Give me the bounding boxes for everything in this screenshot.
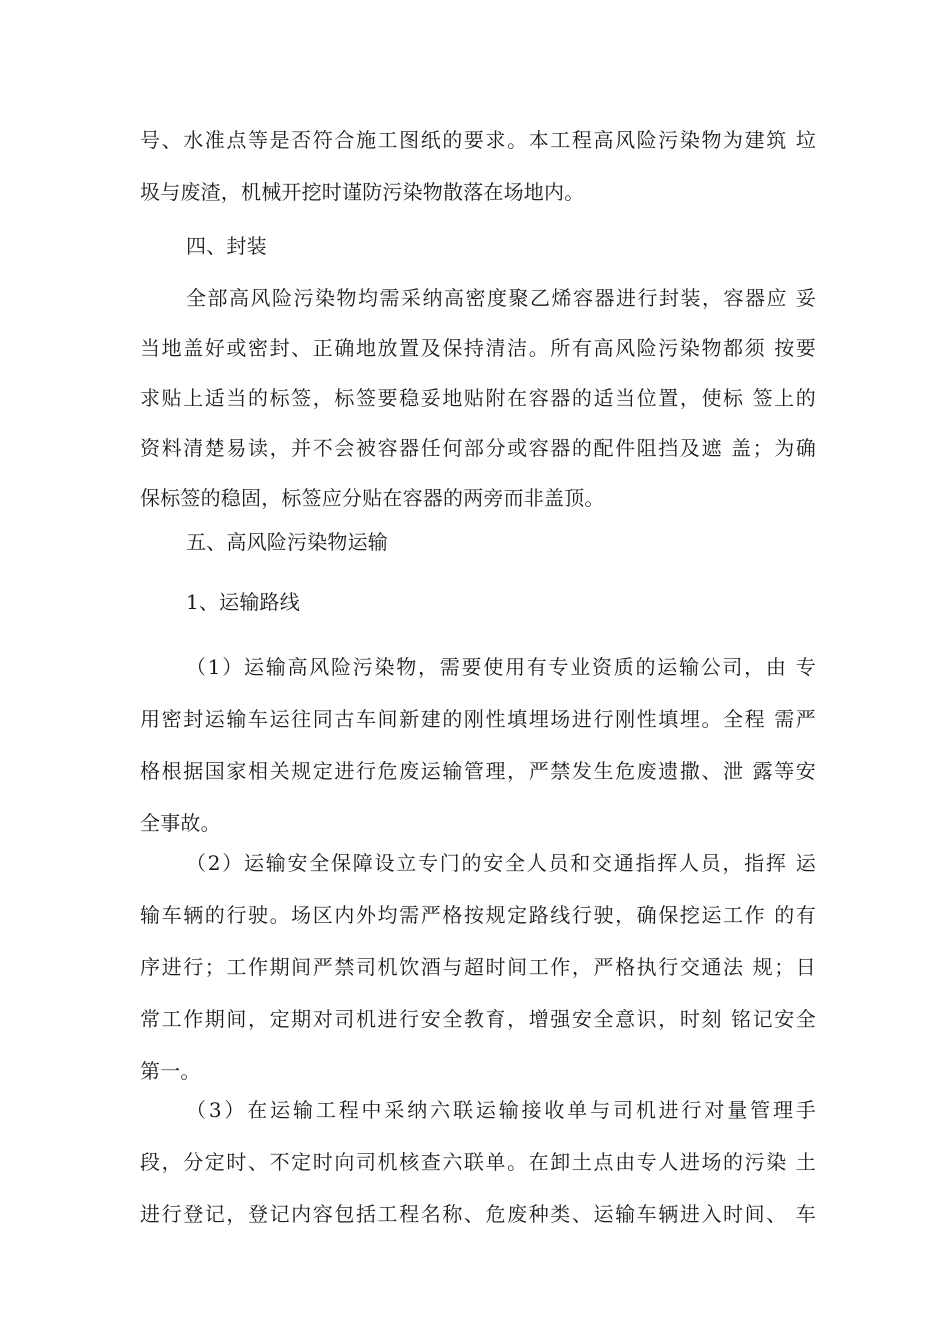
text-line: 进行登记，登记内容包括工程名称、危废种类、运输车辆进入时间、 车 [140, 1202, 816, 1226]
text-line: 当地盖好或密封、正确地放置及保持清洁。所有高风险污染物都须 按要 [140, 336, 816, 360]
text-line: 序进行；工作期间严禁司机饮酒与超时间工作，严格执行交通法 规；日 [140, 955, 816, 979]
section-heading-transport [140, 520, 816, 564]
text-line: （1）运输高风险污染物，需要使用有专业资质的运输公司，由 专 [186, 655, 816, 679]
text-line: 圾与废渣，机械开挖时谨防污染物散落在场地内。 [140, 180, 585, 204]
paragraph-packaging [140, 276, 816, 520]
heading-text: 1、运输路线 [186, 590, 300, 614]
paragraph-item-2 [140, 841, 816, 1093]
text-line: 格根据国家相关规定进行危废运输管理，严禁发生危废遗撒、泄 露等安 [140, 759, 816, 783]
text-line: 常工作期间，定期对司机进行安全教育，增强安全意识，时刻 铭记安全 [140, 1007, 816, 1031]
heading-text: 四、封装 [186, 234, 267, 258]
text-line: 第一。 [140, 1059, 201, 1083]
subsection-heading-route [140, 580, 816, 624]
text-line: 全部高风险污染物均需采纳高密度聚乙烯容器进行封装，容器应 妥 [186, 286, 816, 310]
text-line: 求贴上适当的标签，标签要稳妥地贴附在容器的适当位置，使标 签上的 [140, 386, 816, 410]
text-line: 全事故。 [140, 811, 221, 835]
paragraph-continuation [140, 118, 816, 214]
text-line: 输车辆的行驶。场区内外均需严格按规定路线行驶，确保挖运工作 的有 [140, 903, 816, 927]
text-line: （2）运输安全保障设立专门的安全人员和交通指挥人员，指挥 运 [186, 851, 816, 875]
text-line: 号、水准点等是否符合施工图纸的要求。本工程高风险污染物为建筑 垃 [140, 128, 816, 152]
paragraph-item-1 [140, 645, 816, 845]
text-line: 保标签的稳固，标签应分贴在容器的两旁而非盖顶。 [140, 486, 605, 510]
text-line: （3）在运输工程中采纳六联运输接收单与司机进行对量管理手 [186, 1098, 816, 1122]
text-line: 段，分定时、不定时向司机核查六联单。在卸土点由专人进场的污染 土 [140, 1150, 816, 1174]
text-line: 资料清楚易读，并不会被容器任何部分或容器的配件阻挡及遮 盖；为确 [140, 436, 816, 460]
paragraph-item-3 [140, 1088, 816, 1236]
text-line: 用密封运输车运往同古车间新建的刚性填埋场进行刚性填埋。全程 需严 [140, 707, 816, 731]
section-heading-packaging [140, 224, 816, 268]
heading-text: 五、高风险污染物运输 [186, 530, 388, 554]
